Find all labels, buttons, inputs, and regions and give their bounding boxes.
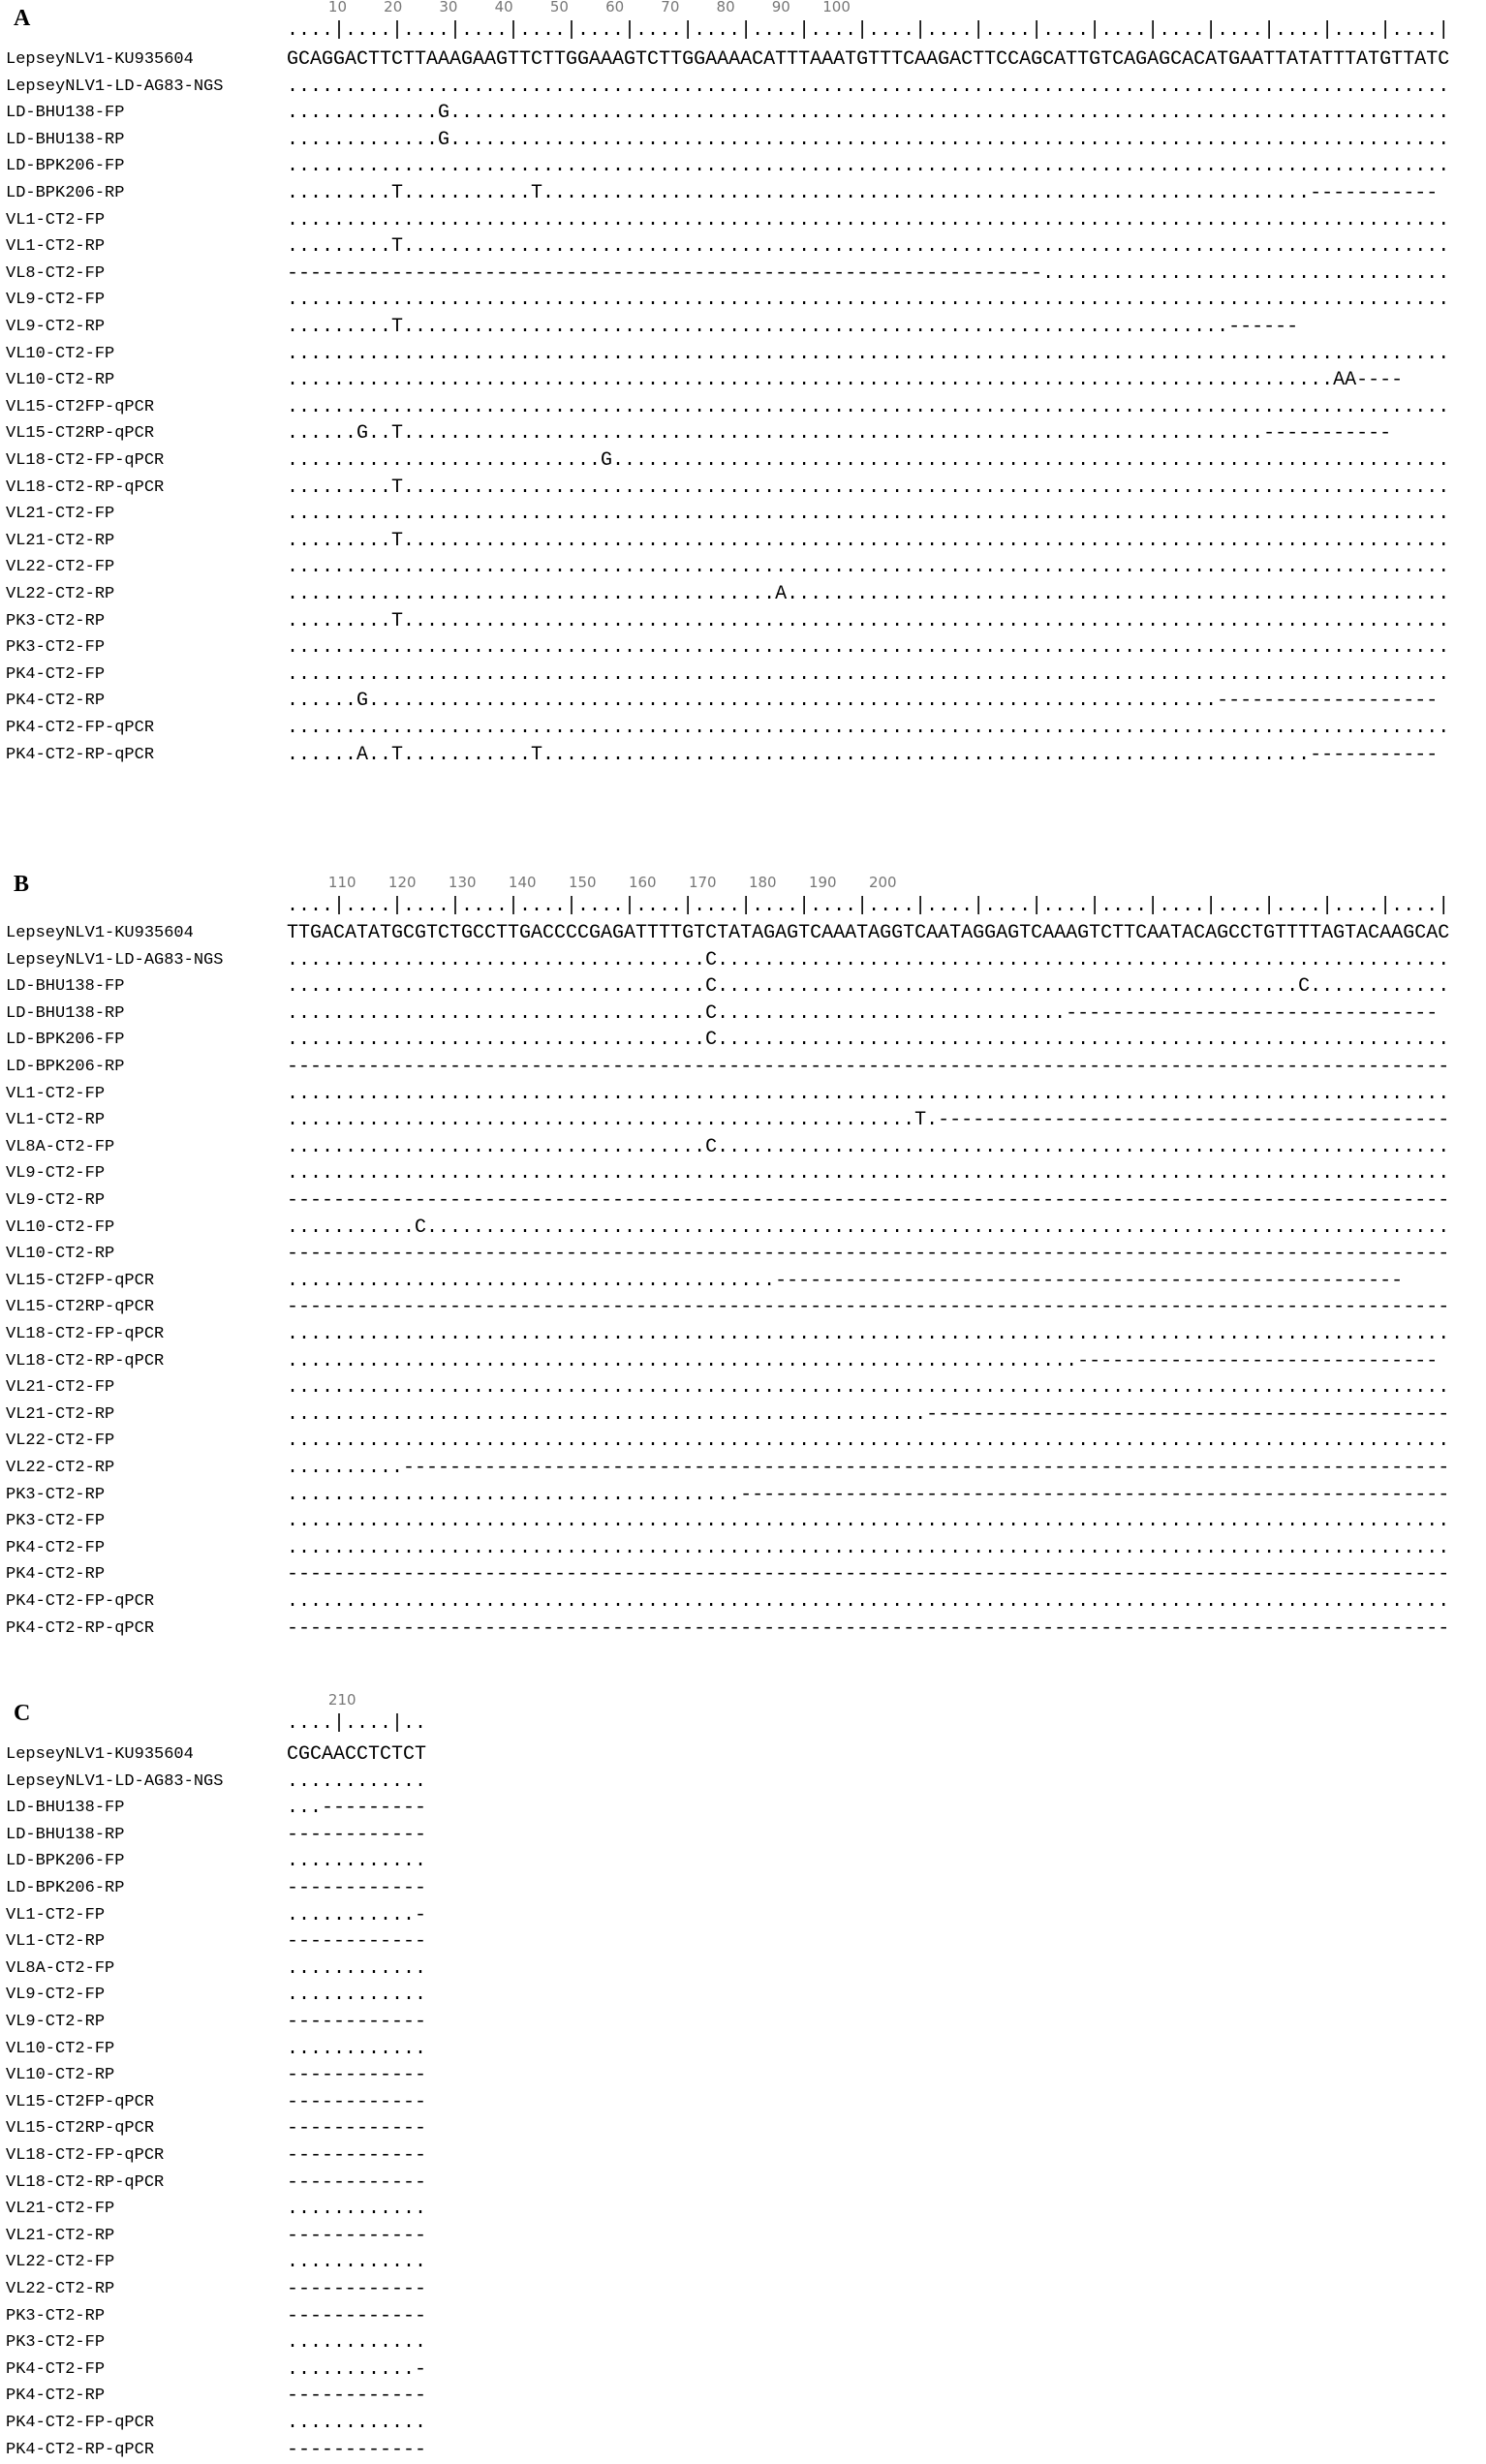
sequence-name: VL10-CT2-RP [6, 2066, 115, 2085]
sequence-row [0, 420, 1486, 447]
sequence-name: VL1-CT2-FP [6, 1084, 106, 1103]
panel-c [0, 1676, 1486, 2460]
sequence-row [0, 1956, 1486, 1983]
sequence-residues: .........T.......................................................................................... [287, 476, 1450, 499]
sequence-name: VL1-CT2-FP [6, 1905, 106, 1925]
position-ruler-numbers: 110 120 130 140 150 160 170 180 190 200 [287, 874, 897, 891]
sequence-residues: ....................................C............................................................... [287, 1029, 1450, 1052]
sequence-residues: ............ [287, 1984, 427, 2007]
sequence-residues: .........T.......................................................................------ [287, 316, 1299, 338]
sequence-name: LepseyNLV1-KU935604 [6, 924, 194, 942]
sequence-row [0, 662, 1486, 689]
sequence-residues: .................................................................................................... [287, 556, 1450, 579]
sequence-row [0, 475, 1486, 502]
sequence-residues: ------------ [287, 2438, 427, 2461]
sequence-name: VL21-CT2-FP [6, 505, 115, 524]
sequence-residues: ------------ [287, 2144, 427, 2167]
sequence-residues: .................................................................................................... [287, 1082, 1450, 1105]
sequence-name: LD-BHU138-RP [6, 1825, 125, 1844]
sequence-row [0, 501, 1486, 528]
sequence-name: VL10-CT2-FP [6, 1217, 115, 1237]
sequence-name: LD-BHU138-FP [6, 977, 125, 997]
sequence-row [0, 1535, 1486, 1562]
sequence-residues: ......G.........................................................................------------------- [287, 690, 1439, 713]
sequence-row [0, 715, 1486, 742]
sequence-residues: .................................................................................................... [287, 395, 1450, 418]
sequence-name: VL15-CT2FP-qPCR [6, 397, 155, 416]
sequence-name: PK3-CT2-RP [6, 611, 106, 631]
sequence-name: LepseyNLV1-LD-AG83-NGS [6, 1771, 224, 1791]
sequence-residues: ------------ [287, 2011, 427, 2033]
sequence-name: VL21-CT2-FP [6, 2200, 115, 2219]
sequence-row [0, 947, 1486, 974]
sequence-row [0, 1081, 1486, 1108]
sequence-row [0, 2437, 1486, 2464]
position-ruler-numbers: 10 20 30 40 50 60 70 80 90 100 [287, 0, 851, 15]
sequence-residues: ------------ [287, 2385, 427, 2408]
sequence-name: VL8A-CT2-FP [6, 1137, 115, 1156]
sequence-row [0, 1616, 1486, 1643]
sequence-residues: ............ [287, 1770, 427, 1793]
sequence-name: PK4-CT2-FP [6, 2359, 106, 2379]
sequence-residues: ............ [287, 1956, 427, 1980]
sequence-row [0, 100, 1486, 127]
sequence-name: VL10-CT2-FP [6, 2039, 115, 2058]
sequence-residues: .........T.......................................................................................... [287, 609, 1450, 632]
sequence-row [0, 127, 1486, 154]
sequence-residues: ..........------------------------------------------------------------------------------------------ [287, 1457, 1450, 1479]
sequence-row [0, 1401, 1486, 1429]
sequence-name: LepseyNLV1-LD-AG83-NGS [6, 950, 224, 970]
sequence-row [0, 1455, 1486, 1482]
sequence-residues: ------------ [287, 2064, 427, 2087]
sequence-name: PK3-CT2-FP [6, 1512, 106, 1531]
sequence-row [0, 1928, 1486, 1956]
sequence-residues: ---------------------------------------------------------------------------------------------------- [287, 1617, 1450, 1640]
sequence-row [0, 1215, 1486, 1242]
sequence-residues: ....................................C..............................-------------------------------- [287, 1001, 1439, 1025]
sequence-residues: GCAGGACTTCTTAAAGAAGTTCTTGGAAAGTCTTGGAAAACATTTAAATGTTTCAAGACTTCCAGCATTGTCAGAGCACATGAATTATATTTATGTTATC [287, 48, 1450, 71]
position-ruler-ticks: ....|....|....|....|....|....|....|....|....|....|....|....|....|....|....|....|....|....|....|....| [287, 895, 1450, 917]
sequence-row [0, 1902, 1486, 1929]
sequence-residues: ......................................................T.-------------------------------------------- [287, 1109, 1450, 1132]
sequence-row [0, 528, 1486, 555]
sequence-row [0, 1348, 1486, 1375]
sequence-row [0, 1027, 1486, 1054]
sequence-row [0, 2142, 1486, 2170]
sequence-residues: .........T.......................................................................................... [287, 235, 1450, 259]
sequence-name: VL8-CT2-FP [6, 263, 106, 283]
sequence-name: VL10-CT2-RP [6, 371, 115, 390]
sequence-residues: .................................................................................................... [287, 75, 1450, 98]
reference-sequence-row [0, 920, 1486, 947]
position-ruler-numbers: 210 [287, 1691, 356, 1709]
position-ruler-ticks: ....|....|.. [287, 1712, 427, 1735]
sequence-row [0, 742, 1486, 769]
sequence-row [0, 554, 1486, 581]
sequence-residues: TTGACATATGCGTCTGCCTTGACCCCGAGATTTTGTCTATAGAGTCAAATAGGTCAATAGGAGTCAAAGTCTTCAATACAGCCTGTTTTAGTACAAGCAC [287, 922, 1450, 944]
sequence-row [0, 1508, 1486, 1535]
sequence-name: VL21-CT2-RP [6, 2226, 115, 2245]
sequence-name: VL1-CT2-RP [6, 237, 106, 257]
sequence-row [0, 153, 1486, 180]
sequence-name: VL15-CT2FP-qPCR [6, 1271, 155, 1290]
sequence-name: VL18-CT2-FP-qPCR [6, 2146, 165, 2165]
sequence-residues: ---------------------------------------------------------------------------------------------------- [287, 1189, 1450, 1212]
sequence-name: VL21-CT2-RP [6, 1404, 115, 1424]
sequence-row [0, 1795, 1486, 1822]
sequence-name: PK4-CT2-RP [6, 1565, 106, 1585]
sequence-residues: ....................................................................------------------------------- [287, 1349, 1439, 1372]
sequence-name: PK4-CT2-FP [6, 1538, 106, 1557]
sequence-residues: .......................................------------------------------------------------------------- [287, 1483, 1450, 1506]
sequence-row [0, 1134, 1486, 1161]
sequence-row [0, 1561, 1486, 1588]
sequence-residues: .................................................................................................... [287, 342, 1450, 365]
sequence-name: PK4-CT2-FP [6, 664, 106, 684]
sequence-residues: ...........C........................................................................................ [287, 1216, 1450, 1239]
sequence-name: VL22-CT2-FP [6, 2253, 115, 2272]
sequence-name: LD-BPK206-FP [6, 157, 125, 176]
sequence-residues: .................................................................................................... [287, 662, 1450, 686]
panel-b [0, 852, 1486, 1656]
sequence-name: VL22-CT2-FP [6, 558, 115, 577]
sequence-name: VL1-CT2-RP [6, 1111, 106, 1130]
sequence-residues: .................................................................................................... [287, 1323, 1450, 1345]
sequence-name: VL1-CT2-RP [6, 1932, 106, 1952]
sequence-name: PK4-CT2-RP-qPCR [6, 1618, 155, 1638]
sequence-name: VL18-CT2-RP-qPCR [6, 477, 165, 497]
sequence-row [0, 394, 1486, 421]
sequence-residues: .........T.......................................................................................... [287, 529, 1450, 552]
sequence-residues: ------------ [287, 1930, 427, 1954]
sequence-residues: .................................................................................................... [287, 289, 1450, 312]
sequence-row [0, 207, 1486, 234]
sequence-name: VL22-CT2-RP [6, 1459, 115, 1477]
sequence-name: VL18-CT2-FP-qPCR [6, 1325, 165, 1343]
sequence-name: PK4-CT2-FP-qPCR [6, 2414, 155, 2432]
sequence-row [0, 1588, 1486, 1616]
panel-label: B [14, 872, 30, 897]
sequence-name: VL8A-CT2-FP [6, 1958, 115, 1978]
sequence-residues: ------------ [287, 2171, 427, 2194]
sequence-name: VL1-CT2-FP [6, 210, 106, 230]
sequence-residues: ...........................G........................................................................ [287, 449, 1450, 472]
sequence-row [0, 314, 1486, 341]
sequence-name: PK4-CT2-FP-qPCR [6, 719, 155, 737]
panel-label: A [14, 6, 31, 31]
sequence-residues: .............G...................................................................................... [287, 128, 1450, 151]
sequence-row [0, 1187, 1486, 1215]
sequence-residues: ...........- [287, 1903, 427, 1926]
sequence-name: PK3-CT2-RP [6, 2306, 106, 2325]
sequence-row [0, 2115, 1486, 2142]
sequence-name: VL9-CT2-FP [6, 1164, 106, 1184]
sequence-row [0, 341, 1486, 368]
sequence-residues: ....................................C............................................................... [287, 948, 1450, 971]
sequence-residues: ............ [287, 1850, 427, 1873]
sequence-residues: .................................................................................................... [287, 155, 1450, 178]
sequence-residues: ..........................................................................................AA---- [287, 369, 1404, 392]
sequence-row [0, 2329, 1486, 2356]
sequence-residues: .........T...........T..................................................................----------- [287, 182, 1439, 204]
sequence-residues: ------------ [287, 1823, 427, 1846]
sequence-row [0, 1848, 1486, 1875]
sequence-name: VL9-CT2-FP [6, 291, 106, 310]
sequence-residues: ------------ [287, 1877, 427, 1899]
sequence-row [0, 1268, 1486, 1295]
position-ruler-ticks: ....|....|....|....|....|....|....|....|....|....|....|....|....|....|....|....|....|....|....|....| [287, 19, 1450, 42]
sequence-row [0, 608, 1486, 635]
sequence-row [0, 1482, 1486, 1509]
sequence-row [0, 447, 1486, 475]
sequence-residues: .................................................................................................... [287, 1510, 1450, 1533]
sequence-residues: ---------------------------------------------------------------------------------------------------- [287, 1296, 1450, 1319]
sequence-row [0, 2410, 1486, 2437]
sequence-residues: ......G..T..........................................................................----------- [287, 422, 1392, 446]
sequence-residues: ---------------------------------------------------------------------------------------------------- [287, 1243, 1450, 1266]
sequence-name: PK4-CT2-RP [6, 2387, 106, 2406]
sequence-name: VL18-CT2-RP-qPCR [6, 2172, 165, 2192]
sequence-row [0, 973, 1486, 1001]
sequence-row [0, 2089, 1486, 2116]
sequence-row [0, 1374, 1486, 1401]
sequence-row [0, 1294, 1486, 1321]
sequence-residues: ............ [287, 2331, 427, 2355]
sequence-name: LepseyNLV1-KU935604 [6, 1745, 194, 1764]
sequence-name: PK3-CT2-FP [6, 2333, 106, 2353]
sequence-residues: .................................................................................................... [287, 636, 1450, 660]
sequence-row [0, 2276, 1486, 2303]
sequence-name: LepseyNLV1-KU935604 [6, 50, 194, 69]
sequence-name: VL9-CT2-FP [6, 1986, 106, 2005]
sequence-row [0, 2170, 1486, 2197]
sequence-residues: CGCAACCTCTCT [287, 1743, 427, 1766]
sequence-residues: .............G...................................................................................... [287, 102, 1450, 125]
sequence-residues: ............ [287, 2251, 427, 2274]
sequence-name: VL18-CT2-FP-qPCR [6, 451, 165, 470]
sequence-row [0, 261, 1486, 288]
sequence-row [0, 1822, 1486, 1849]
sequence-name: PK4-CT2-RP [6, 692, 106, 711]
sequence-name: VL10-CT2-RP [6, 1245, 115, 1264]
sequence-row [0, 2303, 1486, 2330]
sequence-name: LD-BPK206-FP [6, 1031, 125, 1050]
sequence-name: LD-BHU138-RP [6, 1003, 125, 1023]
sequence-name: LD-BPK206-RP [6, 1879, 125, 1897]
sequence-name: VL15-CT2RP-qPCR [6, 2119, 155, 2139]
sequence-row [0, 581, 1486, 608]
sequence-residues: .................................................................................................... [287, 503, 1450, 526]
sequence-residues: ....................................C............................................................... [287, 1135, 1450, 1158]
sequence-name: VL18-CT2-RP-qPCR [6, 1351, 165, 1371]
panel-label: C [14, 1701, 31, 1726]
sequence-name: LD-BPK206-RP [6, 184, 125, 202]
sequence-residues: ..........................................------------------------------------------------------ [287, 1269, 1404, 1292]
sequence-residues: ------------ [287, 2224, 427, 2247]
sequence-name: VL22-CT2-FP [6, 1432, 115, 1451]
sequence-residues: ------------ [287, 2278, 427, 2300]
sequence-row [0, 1428, 1486, 1455]
sequence-residues: .................................................................................................... [287, 1536, 1450, 1559]
sequence-residues: .................................................................................................... [287, 1162, 1450, 1186]
sequence-row [0, 2249, 1486, 2276]
sequence-row [0, 1054, 1486, 1081]
sequence-row [0, 74, 1486, 101]
sequence-residues: ------------ [287, 2304, 427, 2327]
sequence-row [0, 1875, 1486, 1902]
sequence-row [0, 1001, 1486, 1028]
sequence-residues: ...--------- [287, 1797, 427, 1820]
sequence-residues: ------------ [287, 2117, 427, 2141]
sequence-name: LepseyNLV1-LD-AG83-NGS [6, 77, 224, 96]
sequence-name: VL21-CT2-RP [6, 531, 115, 550]
sequence-name: LD-BPK206-RP [6, 1058, 125, 1076]
sequence-residues: ---------------------------------------------------------------------------------------------------- [287, 1563, 1450, 1586]
sequence-residues: -----------------------------------------------------------------................................... [287, 262, 1450, 285]
sequence-row [0, 2062, 1486, 2089]
sequence-row [0, 2009, 1486, 2036]
sequence-residues: ------------ [287, 2090, 427, 2113]
sequence-row [0, 2223, 1486, 2250]
sequence-residues: .......................................................--------------------------------------------- [287, 1402, 1450, 1426]
sequence-residues: ...........- [287, 2357, 427, 2381]
sequence-row [0, 1321, 1486, 1348]
reference-sequence-row [0, 1741, 1486, 1769]
sequence-row [0, 1160, 1486, 1187]
sequence-name: LD-BHU138-FP [6, 104, 125, 123]
sequence-row [0, 1769, 1486, 1796]
sequence-row [0, 287, 1486, 314]
sequence-row [0, 367, 1486, 394]
sequence-residues: ..........................................A......................................................... [287, 583, 1450, 605]
sequence-name: VL9-CT2-RP [6, 1191, 106, 1210]
sequence-residues: .................................................................................................... [287, 1376, 1450, 1400]
sequence-name: VL15-CT2RP-qPCR [6, 1298, 155, 1317]
reference-sequence-row [0, 46, 1486, 74]
sequence-name: PK3-CT2-RP [6, 1485, 106, 1504]
sequence-residues: .................................................................................................... [287, 208, 1450, 231]
sequence-row [0, 2383, 1486, 2410]
sequence-residues: ......A..T...........T..................................................................----------- [287, 743, 1439, 766]
sequence-residues: .................................................................................................... [287, 1430, 1450, 1453]
sequence-residues: ............ [287, 2412, 427, 2434]
sequence-residues: ---------------------------------------------------------------------------------------------------- [287, 1056, 1450, 1078]
sequence-name: VL10-CT2-FP [6, 344, 115, 363]
sequence-name: LD-BPK206-FP [6, 1852, 125, 1871]
sequence-residues: .................................................................................................... [287, 717, 1450, 739]
sequence-name: VL9-CT2-RP [6, 2013, 106, 2031]
sequence-residues: ....................................C..................................................C............ [287, 975, 1450, 999]
sequence-residues: .................................................................................................... [287, 1590, 1450, 1613]
sequence-row [0, 2196, 1486, 2223]
sequence-row [0, 1107, 1486, 1134]
sequence-name: PK3-CT2-FP [6, 638, 106, 658]
sequence-row [0, 1241, 1486, 1268]
panel-a [0, 0, 1486, 794]
sequence-row [0, 2356, 1486, 2384]
sequence-row [0, 180, 1486, 207]
sequence-name: VL15-CT2RP-qPCR [6, 424, 155, 444]
sequence-name: LD-BHU138-RP [6, 130, 125, 149]
sequence-name: VL21-CT2-FP [6, 1378, 115, 1398]
sequence-name: VL22-CT2-RP [6, 585, 115, 603]
sequence-name: VL15-CT2FP-qPCR [6, 2092, 155, 2111]
sequence-residues: ............ [287, 2198, 427, 2221]
sequence-residues: ............ [287, 2037, 427, 2060]
sequence-name: LD-BHU138-FP [6, 1799, 125, 1818]
sequence-row [0, 233, 1486, 261]
sequence-name: PK4-CT2-RP-qPCR [6, 2440, 155, 2459]
sequence-name: VL22-CT2-RP [6, 2280, 115, 2298]
sequence-row [0, 688, 1486, 715]
sequence-row [0, 634, 1486, 662]
sequence-name: PK4-CT2-RP-qPCR [6, 745, 155, 764]
sequence-name: VL9-CT2-RP [6, 318, 106, 336]
sequence-row [0, 1982, 1486, 2009]
sequence-row [0, 2036, 1486, 2063]
sequence-name: PK4-CT2-FP-qPCR [6, 1592, 155, 1611]
